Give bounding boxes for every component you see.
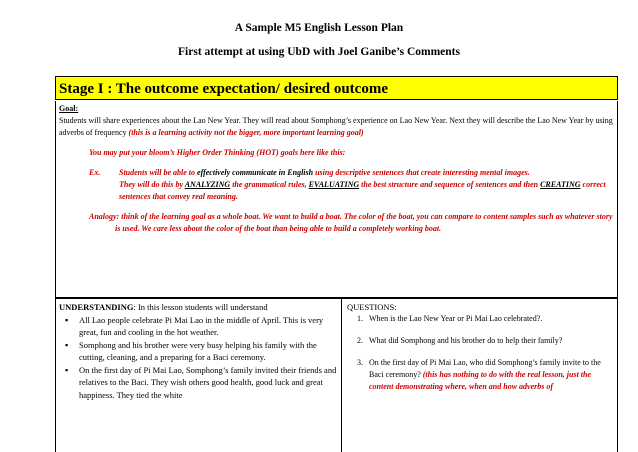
hot-note: You may put your bloom’s Higher Order Thinking (HOT) goals here like this: (89, 148, 346, 157)
questions-column (347, 301, 615, 403)
understanding-list (59, 314, 337, 402)
list-item: ▪ All Lao people celebrate Pi Mai Lao in the middle of April. This is very great, fun and cooling in the hot weather. (79, 314, 337, 339)
analyzing-word: ANALYZING (184, 180, 231, 189)
questions-heading: QUESTIONS: (347, 302, 397, 312)
example-line-2b: the grammatical rules, (230, 180, 309, 189)
questions-list (347, 313, 615, 393)
understanding-heading (59, 301, 337, 314)
example-bold: effectively communicate in English (197, 168, 314, 177)
stage-heading: Stage I : The outcome expectation/ desired outcome (55, 76, 618, 100)
goal-comment: (this is a learning activity not the bigger, more important learning goal) (128, 128, 364, 137)
example-line-2a: They will do this by (119, 180, 185, 189)
example-line-2c: the best structure and sequence of sentences and then (359, 180, 541, 189)
document-subtitle: First attempt at using UbD with Joel Ganibe’s Comments (178, 46, 460, 58)
goal-heading: Goal: (59, 104, 79, 113)
list-item: 2. What did Somphong and his brother do to help their family? (365, 335, 615, 347)
list-item: ▪ Somphong and his brother were very busy helping his family with the cutting, cleaning, and a preparing for a Baci ceremony. (79, 339, 337, 364)
list-item (365, 357, 615, 393)
goal-section (55, 101, 618, 298)
example-line-2d: correct sentences that convey real meaning. (119, 180, 606, 201)
example-block (89, 167, 614, 203)
understanding-label: UNDERSTANDING (59, 302, 134, 312)
document-title: A Sample M5 English Lesson Plan (234, 22, 404, 34)
question-3-text: On the first day of Pi Mai Lao, who did Somphong’s family invite to the Baci ceremony? (369, 358, 601, 379)
understanding-column (59, 301, 337, 401)
example-part-2: using descriptive sentences that create interesting mental images. (313, 168, 530, 177)
creating-word: CREATING (540, 180, 581, 189)
list-item: 1. When is the Lao New Year or Pi Mai Lao celebrated?. (365, 313, 615, 325)
understanding-questions-table (55, 298, 618, 452)
example-line-1 (119, 167, 614, 179)
example-label: Ex. (89, 168, 101, 177)
list-item: ▪ On the first day of Pi Mai Lao, Somphong’s family invited their friends and relatives to the Baci. They wish others good health, good luck and great happiness. They tied the white (79, 364, 337, 402)
question-3-comment: (this has nothing to do with the real lesson, just the content demonstrating where, when and how adverbs of (369, 370, 592, 391)
goal-body: Students will share experiences about the Lao New Year. They will read about Somphong’s experience on Lao New Year. Next they will describe the Lao New Year by using adverbs of frequency (59, 116, 613, 137)
example-part-1: Students will be able to (119, 168, 198, 177)
goal-text (59, 115, 614, 139)
analogy-text: Analogy: think of the learning goal as a whole boat. We want to build a boat. The color of the boat, you can compare to content samples such as whatever story is used. We care less about the color of the boat than being able to build a completely working boat. (89, 212, 613, 233)
evaluating-word: EVALUATING (308, 180, 360, 189)
column-divider (341, 299, 342, 452)
example-line-2 (119, 179, 614, 203)
understanding-intro: : In this lesson students will understand (133, 302, 268, 312)
